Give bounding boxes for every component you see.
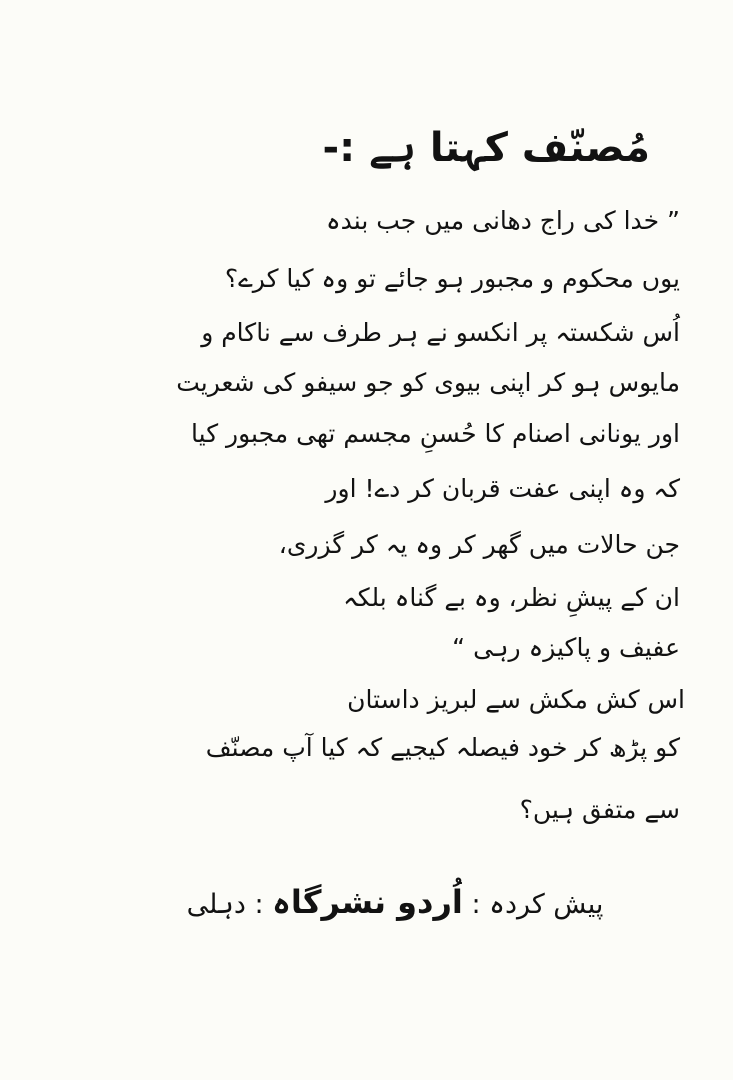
text-line: مایوس ہو کر اپنی بیوی کو جو سیفو کی شعریت (176, 368, 680, 397)
text-line: کہ وہ اپنی عفت قربان کر دے! اور (325, 474, 680, 503)
credit-prefix: پیش کردہ : (471, 889, 604, 920)
publisher-name: اُردو نشرگاہ (272, 883, 463, 921)
text-line: جن حالات میں گھر کر وہ یہ کر گزری، (278, 530, 680, 559)
text-line: اور یونانی اصنام کا حُسنِ مجسم تھی مجبور کیا (191, 419, 680, 448)
text-line: اس کش مکش سے لبریز داستان (347, 685, 685, 714)
text-line: اُس شکستہ پر انکسو نے ہر طرف سے ناکام و (201, 318, 680, 347)
publisher-credit (140, 882, 650, 925)
text-line: سے متفق ہیں؟ (519, 795, 680, 824)
text-line: عفیف و پاکیزہ رہی “ (452, 633, 680, 662)
page-heading: مُصنّف کہتا ہے :- (322, 125, 650, 171)
text-line: یوں محکوم و مجبور ہو جائے تو وہ کیا کرے؟ (224, 264, 680, 293)
text-line: ان کے پیشِ نظر، وہ بے گناہ بلکہ (343, 583, 680, 612)
text-line: کو پڑھ کر خود فیصلہ کیجیے کہ کیا آپ مصنّف (205, 733, 680, 762)
publisher-city: : دہلی (186, 889, 264, 920)
text-line: ” خدا کی راج دھانی میں جب بندہ (326, 206, 680, 235)
